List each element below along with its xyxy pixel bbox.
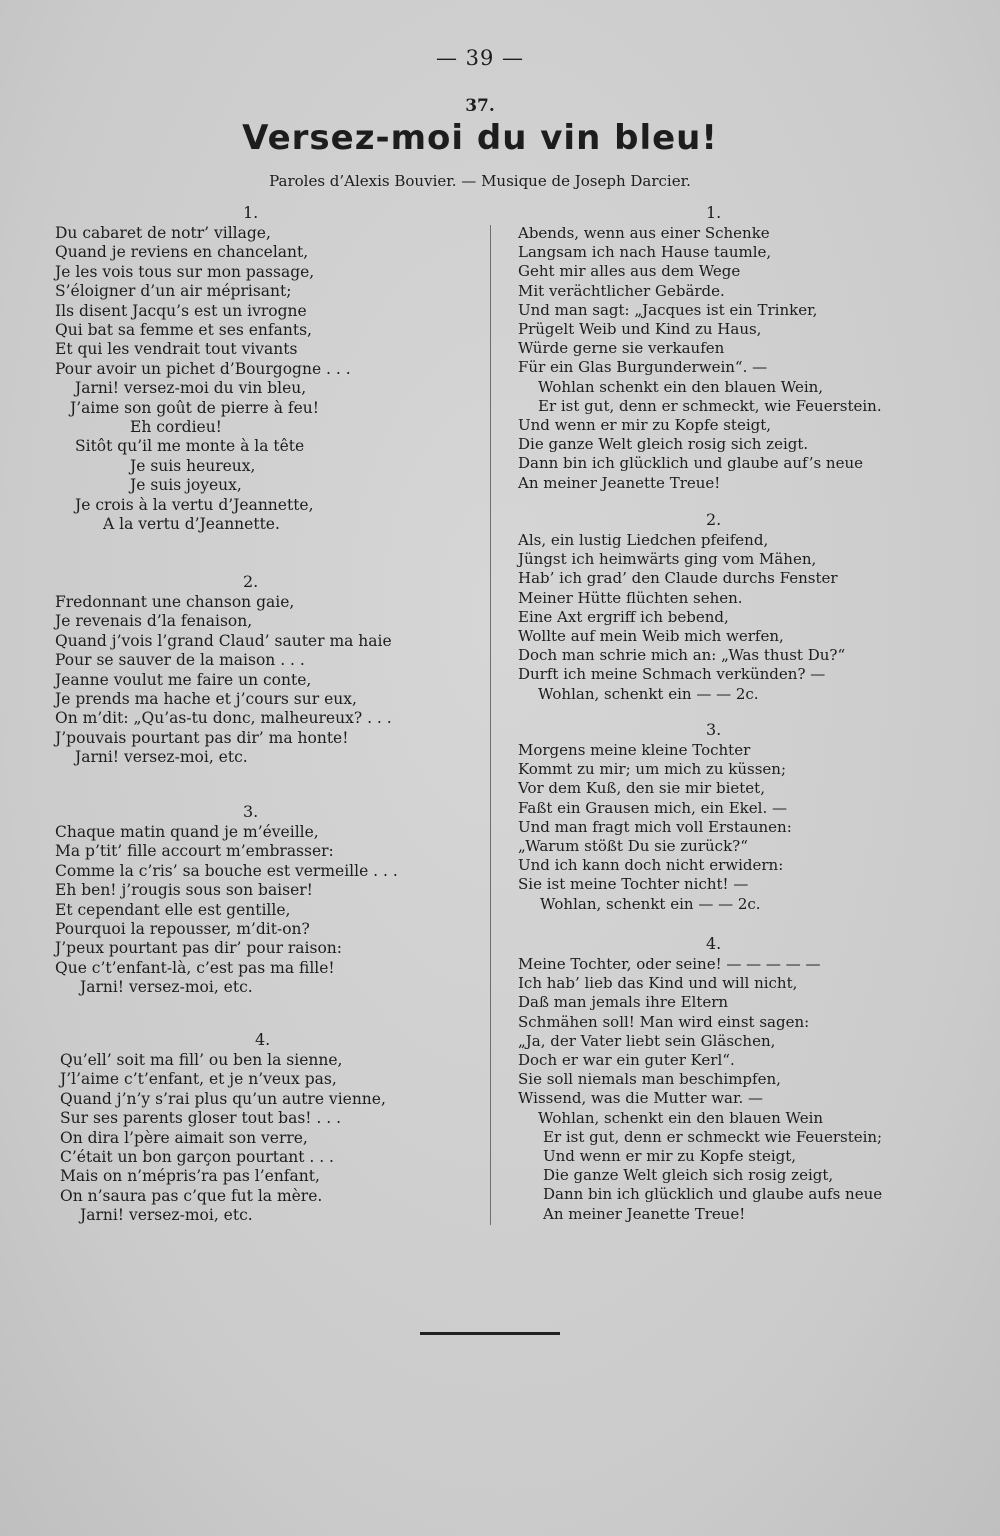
french-verse-1-line: Je suis heureux, — [130, 456, 256, 475]
german-verse-1-line: Mit verächtlicher Gebärde. — [518, 281, 725, 300]
german-verse-3-line: Sie ist meine Tochter nicht! — — [518, 875, 749, 894]
french-verse-3-line: Que c’t’enfant-là, c’est pas ma fille! — [55, 958, 335, 977]
column-divider — [490, 225, 491, 1225]
german-verse-4-line: Daß man jemals ihre Eltern — [518, 993, 729, 1012]
french-verse-1-line: Je les vois tous sur mon passage, — [55, 262, 315, 281]
german-verse-1-line: Geht mir alles aus dem Wege — [518, 262, 741, 281]
german-verse-1-line: Er ist gut, denn er schmeckt, wie Feuerstein. — [538, 396, 882, 415]
french-verse-1-line: J’aime son goût de pierre à feu! — [70, 398, 320, 417]
french-verse-3-line: Eh ben! j’rougis sous son baiser! — [55, 881, 313, 900]
french-verse-3-line: Et cependant elle est gentille, — [55, 900, 291, 919]
french-verse-3-number: 3. — [243, 802, 259, 821]
end-rule — [420, 1332, 560, 1335]
german-verse-3-line: Kommt zu mir; um mich zu küssen; — [518, 760, 786, 779]
german-verse-2-line: Durft ich meine Schmach verkünden? — — [518, 665, 826, 684]
german-verse-4-line: Er ist gut, denn er schmeckt wie Feuerstein; — [543, 1127, 883, 1146]
french-verse-1-line: A la vertu d’Jeannette. — [103, 515, 280, 533]
german-verse-4-line: Und wenn er mir zu Kopfe steigt, — [543, 1147, 797, 1165]
french-verse-1-number: 1. — [243, 203, 259, 222]
french-verse-4-line: J’l’aime c’t’enfant, et je n’veux pas, — [60, 1070, 337, 1089]
french-verse-4-line: Quand j’n’y s’rai plus qu’un autre vienne, — [60, 1089, 386, 1108]
french-verse-1-line: Je suis joyeux, — [130, 476, 242, 495]
french-verse-2-line: J’pouvais pourtant pas dir’ ma honte! — [55, 728, 349, 747]
french-verse-2-line: Je revenais d’la fenaison, — [55, 612, 253, 631]
german-verse-1-line: Für ein Glas Burgunderwein“. — — [518, 358, 768, 377]
french-verse-4-line: On n’saura pas c’que fut la mère. — [60, 1186, 323, 1205]
german-verse-2-line: Hab’ ich grad’ den Claude durchs Fenster — [518, 569, 838, 588]
german-verse-1-line: Würde gerne sie verkaufen — [518, 339, 725, 358]
french-verse-4-line: Qu’ell’ soit ma fill’ ou ben la sienne, — [60, 1051, 343, 1069]
french-verse-2-line: Pour se sauver de la maison . . . — [55, 651, 305, 670]
german-verse-2-line: Eine Axt ergriff ich bebend, — [518, 607, 729, 626]
french-verse-4-line: Sur ses parents gloser tout bas! . . . — [60, 1109, 342, 1128]
french-verse-4-line: On dira l’père aimait son verre, — [60, 1128, 308, 1147]
german-verse-1-line: Langsam ich nach Hause taumle, — [518, 243, 772, 262]
german-verse-2-line: Meiner Hütte flüchten sehen. — [518, 588, 743, 607]
french-verse-3-line: J’peux pourtant pas dir’ pour raison: — [55, 939, 342, 958]
german-verse-4-line: Die ganze Welt gleich sich rosig zeigt, — [543, 1166, 834, 1185]
french-verse-1-line: Et qui les vendrait tout vivants — [55, 340, 298, 359]
german-verse-4-line: Ich hab’ lieb das Kind und will nicht, — [518, 974, 798, 993]
german-verse-1-line: Abends, wenn aus einer Schenke — [518, 224, 770, 242]
song-number: 37. — [465, 96, 495, 116]
german-verse-2-line: Wollte auf mein Weib mich werfen, — [518, 627, 784, 645]
french-verse-4-line: Jarni! versez-moi, etc. — [80, 1206, 253, 1225]
german-verse-1-line: An meiner Jeanette Treue! — [518, 473, 721, 492]
german-verse-2-number: 2. — [706, 510, 722, 529]
french-verse-3-line: Jarni! versez-moi, etc. — [80, 978, 253, 997]
german-verse-4-line: Doch er war ein guter Kerl“. — [518, 1051, 735, 1069]
french-verse-1-line: Du cabaret de notr’ village, — [55, 224, 271, 242]
french-verse-1-line: Je crois à la vertu d’Jeannette, — [75, 495, 314, 514]
german-verse-2-line: Doch man schrie mich an: „Was thust Du?“ — [518, 646, 846, 665]
french-verse-1-line: Ils disent Jacqu’s est un ivrogne — [55, 301, 307, 320]
german-verse-1-line: Die ganze Welt gleich rosig sich zeigt. — [518, 435, 809, 454]
french-verse-4-line: Mais on n’mépris’ra pas l’enfant, — [60, 1167, 320, 1186]
french-verse-2-line: Fredonnant une chanson gaie, — [55, 593, 295, 611]
german-verse-4-line: Schmähen soll! Man wird einst sagen: — [518, 1012, 810, 1031]
german-verse-2-line: Wohlan, schenkt ein — — 2c. — [538, 684, 759, 703]
french-verse-3-line: Ma p’tit’ fille accourt m’embrasser: — [55, 842, 334, 861]
french-verse-3-line: Chaque matin quand je m’éveille, — [55, 823, 319, 841]
german-verse-1-line: Und man sagt: „Jacques ist ein Trinker, — [518, 300, 818, 319]
french-verse-2-line: Je prends ma hache et j’cours sur eux, — [55, 690, 357, 708]
french-verse-1-line: Qui bat sa femme et ses enfants, — [55, 321, 312, 339]
french-verse-2-line: Jarni! versez-moi, etc. — [75, 748, 248, 767]
german-verse-3-line: Vor dem Kuß, den sie mir bietet, — [518, 779, 765, 798]
german-verse-3-line: Morgens meine kleine Tochter — [518, 741, 751, 759]
french-verse-3-line: Comme la c’ris’ sa bouche est vermeille . . . — [55, 861, 398, 880]
french-verse-1-line: Quand je reviens en chancelant, — [55, 243, 309, 262]
german-verse-4-line: Meine Tochter, oder seine! — — — — — — [518, 955, 821, 973]
german-verse-3-line: Und ich kann doch nicht erwidern: — [518, 856, 784, 875]
german-verse-4-line: Sie soll niemals man beschimpfen, — [518, 1070, 781, 1089]
french-verse-2-line: On m’dit: „Qu’as-tu donc, malheureux? . . . — [55, 709, 392, 728]
french-verse-1-line: Pour avoir un pichet d’Bourgogne . . . — [55, 359, 351, 378]
german-verse-4-number: 4. — [706, 934, 722, 953]
german-verse-4-line: Dann bin ich glücklich und glaube aufs neue — [543, 1185, 883, 1204]
french-verse-2-line: Quand j’vois l’grand Claud’ sauter ma haie — [55, 631, 392, 650]
german-verse-2-line: Als, ein lustig Liedchen pfeifend, — [518, 531, 769, 549]
german-verse-1-line: Dann bin ich glücklich und glaube auf’s neue — [518, 454, 863, 473]
french-verse-2-number: 2. — [243, 572, 259, 591]
german-verse-1-line: Prügelt Weib und Kind zu Haus, — [518, 320, 762, 338]
french-verse-1-line: Eh cordieu! — [130, 418, 222, 436]
german-verse-3-line: Wohlan, schenkt ein — — 2c. — [540, 894, 761, 913]
french-verse-3-line: Pourquoi la repousser, m’dit-on? — [55, 920, 310, 938]
german-verse-3-line: Und man fragt mich voll Erstaunen: — [518, 817, 792, 836]
german-verse-1-line: Wohlan schenkt ein den blauen Wein, — [538, 377, 824, 396]
french-verse-4-number: 4. — [255, 1030, 271, 1049]
german-verse-4-line: An meiner Jeanette Treue! — [543, 1204, 746, 1223]
french-verse-4-line: C’était un bon garçon pourtant . . . — [60, 1148, 334, 1166]
french-verse-1-line: Sitôt qu’il me monte à la tête — [75, 437, 305, 456]
german-verse-4-line: Wissend, was die Mutter war. — — [518, 1089, 764, 1108]
german-verse-2-line: Jüngst ich heimwärts ging vom Mähen, — [518, 550, 817, 569]
german-verse-1-number: 1. — [706, 203, 722, 222]
german-verse-4-line: „Ja, der Vater liebt sein Gläschen, — [518, 1031, 776, 1050]
german-verse-4-line: Wohlan, schenkt ein den blauen Wein — [538, 1108, 824, 1127]
german-verse-3-line: „Warum stößt Du sie zurück?“ — [518, 837, 748, 855]
german-verse-3-number: 3. — [706, 720, 722, 739]
page-number: — 39 — — [435, 46, 525, 70]
song-credits: Paroles d’Alexis Bouvier. — Musique de Joseph Darcier. — [269, 172, 691, 190]
song-title: Versez-moi du vin bleu! — [242, 118, 718, 158]
french-verse-1-line: S’éloigner d’un air méprisant; — [55, 282, 292, 301]
french-verse-1-line: Jarni! versez-moi du vin bleu, — [75, 379, 307, 398]
german-verse-1-line: Und wenn er mir zu Kopfe steigt, — [518, 416, 772, 434]
german-verse-3-line: Faßt ein Grausen mich, ein Ekel. — — [518, 798, 787, 817]
french-verse-2-line: Jeanne voulut me faire un conte, — [55, 670, 312, 689]
